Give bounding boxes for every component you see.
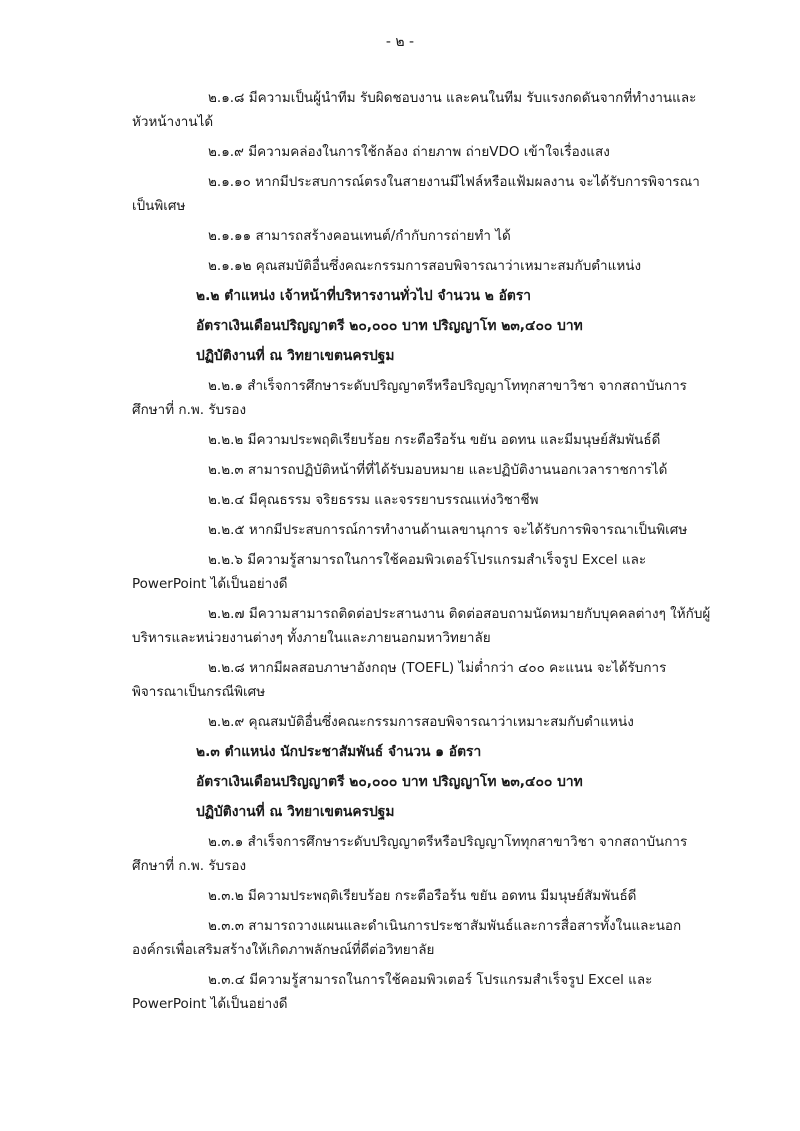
section-heading: ๒.๓ ตำแหน่ง นักประชาสัมพันธ์ จำนวน ๑ อัตรา [196,744,482,760]
list-item: ๒.๒.๕ หากมีประสบการณ์การทำงานด้านเลขานุการ จะได้รับการพิจารณาเป็นพิเศษ [208,522,688,538]
list-item: ๒.๓.๔ มีความรู้สามารถในการใช้คอมพิวเตอร์ โปรแกรมสำเร็จรูป Excel และ PowerPoint ได้เป็นอย่างดี [132,972,653,1012]
list-item: ๒.๒.๙ คุณสมบัติอื่นซึ่งคณะกรรมการสอบพิจารณาว่าเหมาะสมกับตำแหน่ง [208,714,634,730]
section-heading: อัตราเงินเดือนปริญญาตรี ๒๐,๐๐๐ บาท ปริญญาโท ๒๓,๔๐๐ บาท [196,318,583,334]
page-number: - ๒ - [385,34,415,50]
list-item: ๒.๒.๑ สำเร็จการศึกษาระดับปริญญาตรีหรือปริญญาโททุกสาขาวิชา จากสถาบันการศึกษาที่ ก.พ. รับรอง [132,378,687,418]
list-item: ๒.๒.๒ มีความประพฤติเรียบร้อย กระตือรือร้น ขยัน อดทน และมีมนุษย์สัมพันธ์ดี [208,432,661,448]
section-heading: อัตราเงินเดือนปริญญาตรี ๒๐,๐๐๐ บาท ปริญญาโท ๒๓,๔๐๐ บาท [196,774,583,790]
list-item: ๒.๑.๑๑ สามารถสร้างคอนเทนต์/กำกับการถ่ายทำ ได้ [208,228,511,244]
document-body [132,86,712,1022]
list-item: ๒.๑.๑๒ คุณสมบัติอื่นซึ่งคณะกรรมการสอบพิจารณาว่าเหมาะสมกับตำแหน่ง [208,258,642,274]
section-heading: ๒.๒ ตำแหน่ง เจ้าหน้าที่บริหารงานทั่วไป จำนวน ๒ อัตรา [196,288,532,304]
list-item: ๒.๑.๙ มีความคล่องในการใช้กล้อง ถ่ายภาพ ถ่ายVDO เข้าใจเรื่องแสง [208,144,610,160]
list-item: ๒.๒.๗ มีความสามารถติดต่อประสานงาน ติดต่อสอบถามนัดหมายกับบุคคลต่างๆ ให้กับผู้บริหารและหน่วยงานต่างๆ ทั้งภายในและภายนอกมหาวิทยาลัย [132,606,711,646]
list-item: ๒.๒.๖ มีความรู้สามารถในการใช้คอมพิวเตอร์โปรแกรมสำเร็จรูป Excel และ PowerPoint ได้เป็นอย่างดี [132,552,647,592]
list-item: ๒.๒.๓ สามารถปฏิบัติหน้าที่ที่ได้รับมอบหมาย และปฏิบัติงานนอกเวลาราชการได้ [208,462,668,478]
section-heading: ปฏิบัติงานที่ ณ วิทยาเขตนครปฐม [196,804,395,820]
section-heading: ปฏิบัติงานที่ ณ วิทยาเขตนครปฐม [196,348,395,364]
list-item: ๒.๓.๒ มีความประพฤติเรียบร้อย กระตือรือร้น ขยัน อดทน มีมนุษย์สัมพันธ์ดี [208,888,637,904]
list-item: ๒.๓.๑ สำเร็จการศึกษาระดับปริญญาตรีหรือปริญญาโททุกสาขาวิชา จากสถาบันการศึกษาที่ ก.พ. รับรอง [132,834,688,874]
list-item: ๒.๑.๑๐ หากมีประสบการณ์ตรงในสายงานมีไฟล์หรือแฟ้มผลงาน จะได้รับการพิจารณาเป็นพิเศษ [132,174,700,214]
list-item: ๒.๑.๘ มีความเป็นผู้นำทีม รับผิดชอบงาน และคนในทีม รับแรงกดดันจากที่ทำงานและหัวหน้างานได้ [132,90,697,130]
list-item: ๒.๓.๓ สามารถวางแผนและดำเนินการประชาสัมพันธ์และการสื่อสารทั้งในและนอกองค์กรเพื่อเสริมสร้างให้เกิดภาพลักษณ์ที่ดีต่อวิทยาลัย [132,918,682,958]
list-item: ๒.๒.๔ มีคุณธรรม จริยธรรม และจรรยาบรรณแห่งวิชาชีพ [208,492,539,508]
list-item: ๒.๒.๘ หากมีผลสอบภาษาอังกฤษ (TOEFL) ไม่ต่ำกว่า ๔๐๐ คะแนน จะได้รับการพิจารณาเป็นกรณีพิเศษ [132,660,667,700]
